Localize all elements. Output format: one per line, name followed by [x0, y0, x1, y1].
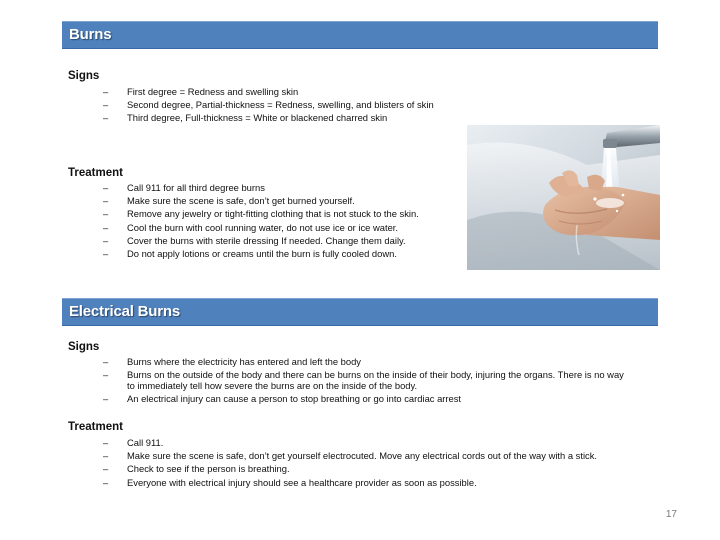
- list-item: – Cool the burn with cool running water, do not use ice or ice water.: [103, 221, 398, 233]
- list-item: – Call 911.: [103, 437, 164, 448]
- list-item: – Third degree, Full-thickness = White or blackened charred skin: [103, 112, 388, 124]
- burns-banner: [62, 21, 658, 49]
- burns-treatment-list: [103, 182, 463, 261]
- electrical-treatment-heading: Treatment: [68, 421, 123, 433]
- electrical-signs-list: [103, 356, 633, 407]
- list-item: – An electrical injury can cause a person to stop breathing or go into cardiac arrest: [103, 393, 462, 405]
- list-item: – Do not apply lotions or creams until the burn is fully cooled down.: [103, 247, 397, 259]
- burns-treatment-heading: Treatment: [68, 167, 123, 179]
- list-item: – Make sure the scene is safe, don’t get burned yourself.: [103, 195, 355, 207]
- list-item: – Burns where the electricity has entered and left the body: [103, 356, 361, 367]
- list-item: – Remove any jewelry or tight-fitting clothing that is not stuck to the skin.: [103, 208, 419, 220]
- page-number: 17: [665, 509, 677, 520]
- list-item: – Cover the burns with sterile dressing If needed. Change them daily.: [103, 234, 406, 246]
- burns-signs-heading: Signs: [68, 70, 100, 82]
- electrical-signs-heading: Signs: [68, 341, 100, 353]
- list-item: – First degree = Redness and swelling skin: [103, 86, 299, 97]
- electrical-burns-banner: [62, 298, 658, 326]
- list-item: – Make sure the scene is safe, don’t get yourself electrocuted. Move any electrical cords out of the way with a stick.: [103, 450, 598, 462]
- electrical-burns-title: Electrical Burns: [69, 303, 181, 320]
- list-item: – Everyone with electrical injury should see a healthcare provider as soon as possible.: [103, 476, 477, 488]
- burns-title: Burns: [69, 26, 112, 43]
- burns-signs-list: [103, 86, 463, 126]
- electrical-treatment-list: [103, 437, 633, 490]
- list-item: – Second degree, Partial-thickness = Redness, swelling, and blisters of skin: [103, 99, 434, 111]
- hands-under-water-image: [467, 125, 660, 270]
- list-item: – Call 911 for all third degree burns: [103, 182, 265, 193]
- list-item: – Burns on the outside of the body and there can be burns on the inside of their body, injuring the organs. There is no way to immediately tell how severe the burns are on the inside of the body.: [103, 369, 624, 392]
- list-item: – Check to see if the person is breathing.: [103, 463, 290, 475]
